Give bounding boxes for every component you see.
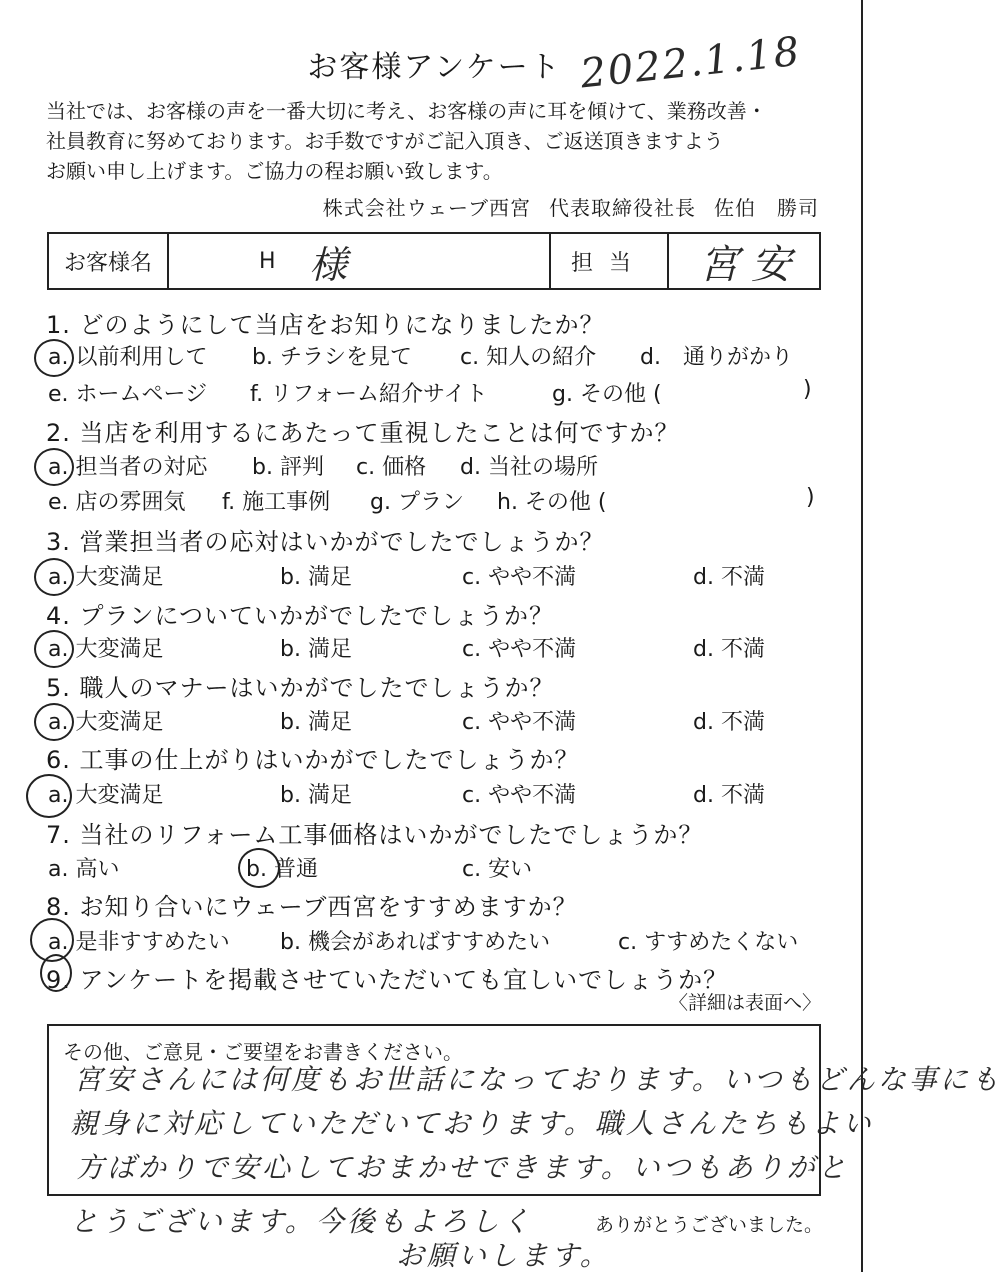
q3-option-a[interactable]: a. 大変満足 [48,565,164,590]
question-2: 2. 当店を利用するにあたって重視したことは何ですか？ [46,419,680,447]
q1-option-e[interactable]: e. ホームページ [48,382,208,407]
ceo-name: 佐伯 勝司 [714,196,819,220]
question-3: 3. 営業担当者の応対はいかがでしたでしょうか？ [46,528,605,556]
q8-option-b[interactable]: b. 機会があればすすめたい [280,930,551,955]
comment-line: 方ばかりで安心しておまかせできます。いつもありがと [76,1151,849,1184]
customer-name-field [169,234,551,288]
customer-honorific: 様 [309,242,348,287]
intro-line: 社員教育に努めております。お手数ですがご記入頂き、ご返送頂きますよう [46,129,724,153]
comment-line: 親身に対応していただいております。職人さんたちもよい [70,1107,874,1140]
intro-text [46,96,767,186]
q2-option-e[interactable]: e. 店の雰囲気 [48,490,186,515]
q1-selected-circle [34,339,74,377]
q2-option-d[interactable]: d. 当社の場所 [460,455,598,480]
q7-option-a[interactable]: a. 高い [48,857,120,882]
q1-option-g-close: ) [803,377,812,402]
q7-selected-circle [238,848,280,888]
customer-initial: H [259,248,276,274]
q3-selected-circle [34,558,74,596]
q9-selected-circle [40,954,72,992]
q3-option-c[interactable]: c. やや不満 [462,565,577,590]
staff-name: 宮安 [699,241,803,288]
question-1: 1. どのようにして当店をお知りになりましたか？ [46,311,605,339]
q5-option-c[interactable]: c. やや不満 [462,710,577,735]
q8-option-a[interactable]: a. 是非すすめたい [48,930,230,955]
q2-option-b[interactable]: b. 評判 [252,455,324,480]
q2-option-g[interactable]: g. プラン [370,490,464,515]
q6-option-d[interactable]: d. 不満 [693,783,765,808]
q1-option-f[interactable]: f. リフォーム紹介サイト [250,382,488,407]
q1-option-g[interactable]: g. その他 ( [552,382,662,407]
question-7: 7. 当社のリフォーム工事価格はいかがでしたでしょうか？ [46,821,704,849]
q4-option-c[interactable]: c. やや不満 [462,637,577,662]
comment-line: 宮安さんには何度もお世話になっております。いつもどんな事にも [74,1063,1002,1096]
question-6: 6. 工事の仕上がりはいかがでしたでしょうか？ [46,746,580,774]
q1-option-a[interactable]: a. 以前利用して [48,345,208,370]
survey-title: お客様アンケート [307,50,562,85]
q4-option-b[interactable]: b. 満足 [280,637,352,662]
q3-option-b[interactable]: b. 満足 [280,565,352,590]
q1-option-d[interactable]: d. 通りがかり [640,345,793,370]
question-4: 4. プランについていかがでしたでしょうか？ [46,602,555,630]
ceo-title: 代表取締役社長 [549,196,696,220]
q2-option-h[interactable]: h. その他 ( [497,490,607,515]
intro-line: お願い申し上げます。ご協力の程お願い致します。 [46,159,503,183]
q6-option-b[interactable]: b. 満足 [280,783,352,808]
handwritten-date: 2022.1.18 [578,28,804,98]
q1-option-c[interactable]: c. 知人の紹介 [460,345,597,370]
q7-option-c[interactable]: c. 安い [462,857,533,882]
q5-option-b[interactable]: b. 満足 [280,710,352,735]
q1-option-b[interactable]: b. チラシを見て [252,345,412,370]
q2-option-h-close: ) [806,485,815,510]
intro-line: 当社では、お客様の声を一番大切に考え、お客様の声に耳を傾けて、業務改善・ [46,99,767,123]
q6-option-a[interactable]: a. 大変満足 [48,783,164,808]
staff-label: 担当 [551,234,669,288]
q6-selected-circle [26,774,72,818]
q3-option-d[interactable]: d. 不満 [693,565,765,590]
thank-you-text: ありがとうございました。 [594,1214,823,1236]
customer-name-label: お客様名 [49,234,169,288]
q5-selected-circle [34,703,74,741]
q4-option-d[interactable]: d. 不満 [693,637,765,662]
staff-name-field [669,234,819,288]
customer-table [47,232,821,290]
comment-line: お願いします。 [396,1239,611,1272]
comment-heading: その他、ご意見・ご要望をお書きください。 [63,1040,463,1064]
q2-option-c[interactable]: c. 価格 [356,455,427,480]
q2-selected-circle [34,448,74,486]
company-signature [305,192,819,221]
q8-option-c[interactable]: c. すすめたくない [618,930,799,955]
q9-detail-note: 〈詳細は表面へ〉 [668,992,821,1014]
comment-line: とうございます。今後もよろしく [70,1205,533,1238]
q4-option-a[interactable]: a. 大変満足 [48,637,164,662]
question-9: 9. アンケートを掲載させていただいても宜しいでしょうか？ [46,966,729,994]
q4-selected-circle [34,630,74,668]
question-5: 5. 職人のマナーはいかがでしたでしょうか？ [46,674,555,702]
q2-option-f[interactable]: f. 施工事例 [222,490,331,515]
q6-option-c[interactable]: c. やや不満 [462,783,577,808]
q5-option-d[interactable]: d. 不満 [693,710,765,735]
q7-option-b[interactable]: b. 普通 [246,857,318,882]
q2-option-a[interactable]: a. 担当者の対応 [48,455,208,480]
question-8: 8. お知り合いにウェーブ西宮をすすめますか？ [46,893,578,921]
company-name: 株式会社ウェーブ西宮 [322,196,531,220]
q5-option-a[interactable]: a. 大変満足 [48,710,164,735]
